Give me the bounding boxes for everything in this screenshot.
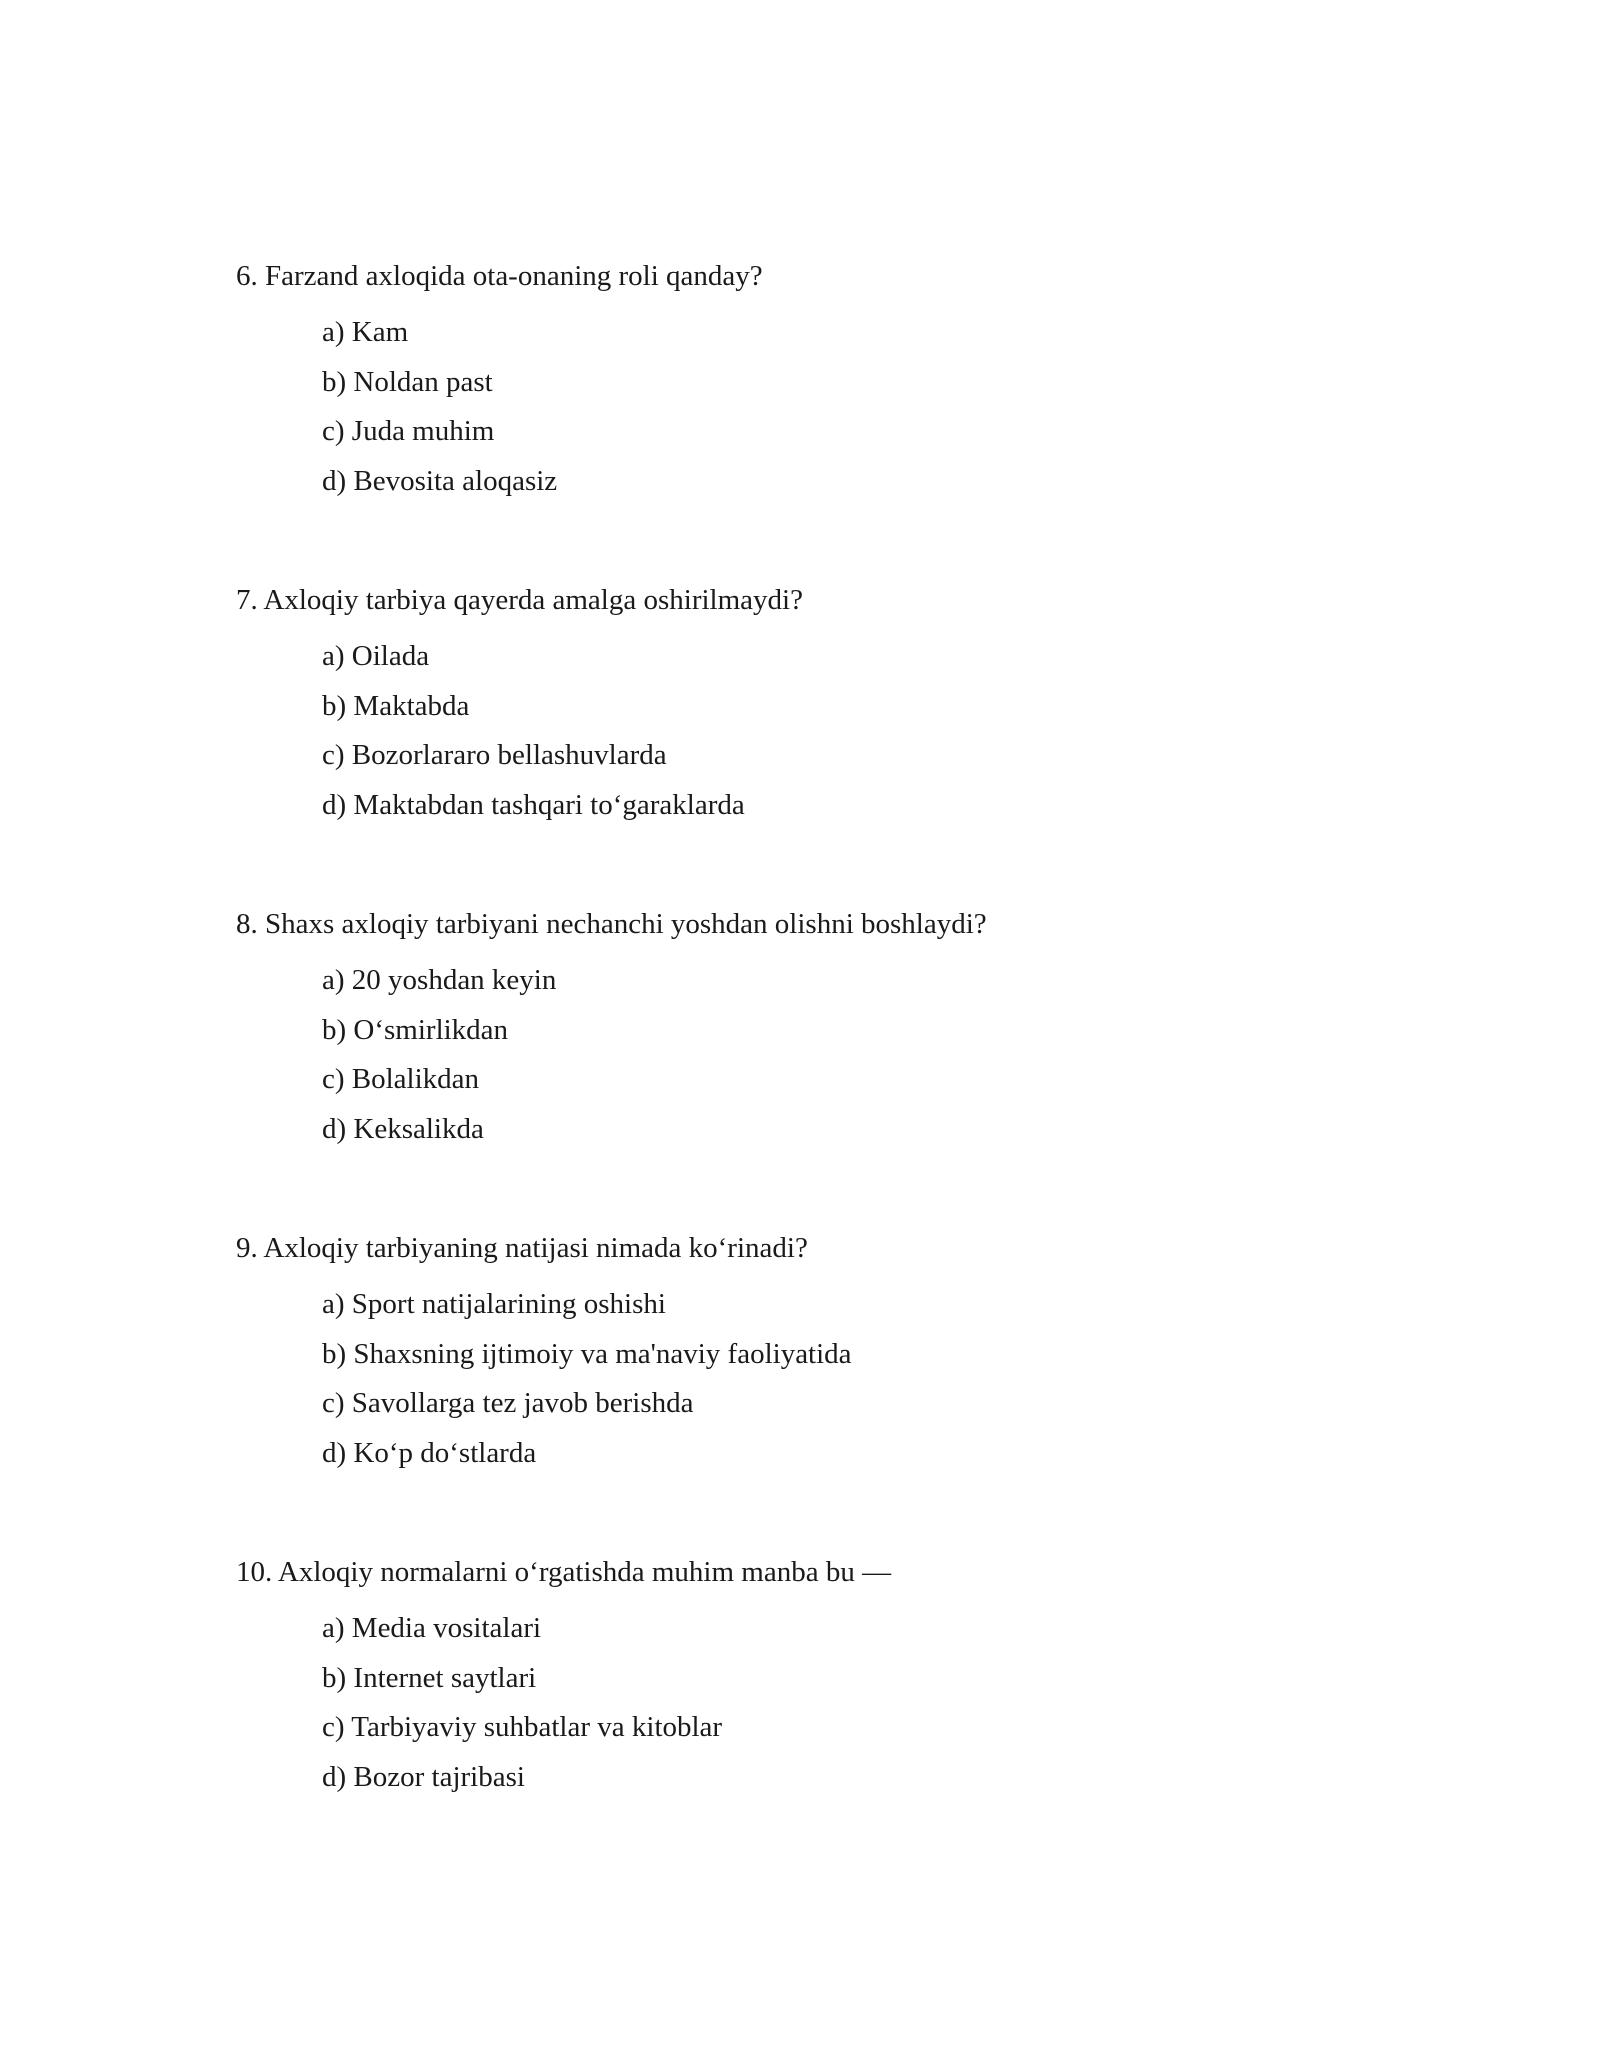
answer-option-d: d) Bozor tajribasi: [322, 1760, 525, 1793]
answer-options: [322, 962, 1436, 1160]
question-9: [236, 1230, 1436, 1484]
answer-option-c: c) Juda muhim: [322, 415, 495, 447]
answer-option-b: b) Noldan past: [322, 365, 493, 398]
answer-option-c: c) Bozorlararo bellashuvlarda: [322, 739, 667, 771]
answer-option-d: d) Ko‘p do‘stlarda: [322, 1436, 537, 1469]
answer-options: [322, 1610, 1436, 1808]
question-text: 7. Axloqiy tarbiya qayerda amalga oshirilmaydi?: [236, 584, 803, 616]
answer-option-a: a) Media vositalari: [322, 1612, 542, 1644]
question-text: 10. Axloqiy normalarni o‘rgatishda muhim manba bu —: [236, 1556, 892, 1588]
question-8: [236, 906, 1436, 1160]
answer-option-a: a) Kam: [322, 316, 409, 348]
answer-option-b: b) O‘smirlikdan: [322, 1013, 509, 1046]
answer-option-a: a) Sport natijalarining oshishi: [322, 1288, 666, 1320]
answer-options: [322, 314, 1436, 512]
question-text: 9. Axloqiy tarbiyaning natijasi nimada ko‘rinadi?: [236, 1232, 808, 1264]
answer-option-b: b) Shaxsning ijtimoiy va ma'naviy faoliyatida: [322, 1337, 852, 1370]
question-text: 6. Farzand axloqida ota-onaning roli qanday?: [236, 260, 763, 292]
answer-option-d: d) Bevosita aloqasiz: [322, 464, 558, 497]
answer-option-a: a) Oilada: [322, 640, 430, 672]
answer-option-b: b) Internet saytlari: [322, 1661, 537, 1694]
answer-option-c: c) Bolalikdan: [322, 1063, 480, 1095]
answer-options: [322, 638, 1436, 836]
answer-option-d: d) Keksalikda: [322, 1112, 484, 1145]
answer-option-b: b) Maktabda: [322, 689, 470, 722]
question-7: [236, 582, 1436, 836]
question-text: 8. Shaxs axloqiy tarbiyani nechanchi yoshdan olishni boshlaydi?: [236, 908, 987, 940]
answer-option-c: c) Savollarga tez javob berishda: [322, 1387, 694, 1419]
answer-option-c: c) Tarbiyaviy suhbatlar va kitoblar: [322, 1711, 723, 1743]
question-6: [236, 258, 1436, 512]
answer-option-a: a) 20 yoshdan keyin: [322, 964, 557, 996]
answer-option-d: d) Maktabdan tashqari to‘garaklarda: [322, 788, 745, 821]
answer-options: [322, 1286, 1436, 1484]
question-10: [236, 1554, 1436, 1808]
